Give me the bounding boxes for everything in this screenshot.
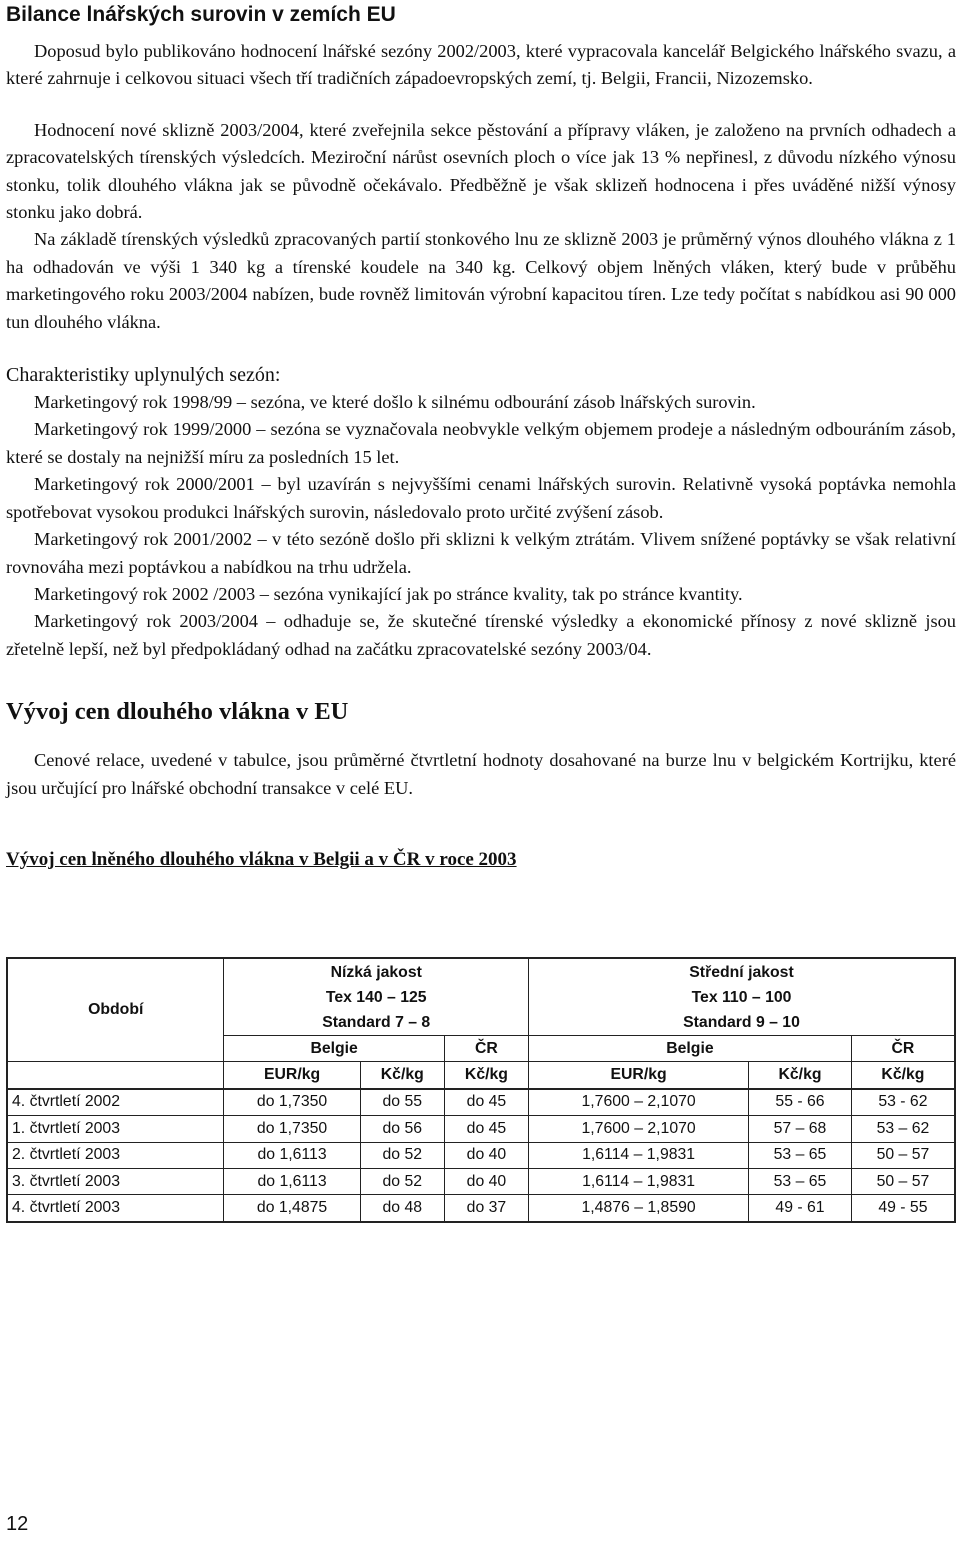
seasons-subheading: Charakteristiky uplynulých sezón: (6, 364, 281, 387)
price-cell: do 52 (360, 1168, 444, 1194)
period-cell: 2. čtvrtletí 2003 (7, 1142, 224, 1168)
season-item: Marketingový rok 2000/2001 – byl uzavírán s nejvyššími cenami lnářských surovin. Relativně vysoká poptávka nemohla spotřebovat vysokou produkci lnářských surovin, následovalo proto určité zvýšení zásob. (6, 474, 956, 522)
mid-quality-header: Střední jakost Tex 110 – 100 Standard 9 – 10 (529, 958, 956, 1036)
document-page (6, 0, 956, 872)
price-cell: do 45 (444, 1089, 528, 1116)
price-cell: do 1,6113 (224, 1142, 360, 1168)
price-cell: 53 – 62 (851, 1116, 955, 1142)
low-quality-header: Nízká jakost Tex 140 – 125 Standard 7 – 8 (224, 958, 529, 1036)
price-cell: do 1,7350 (224, 1116, 360, 1142)
region-belgie: Belgie (224, 1036, 444, 1062)
region-cr: ČR (444, 1036, 528, 1062)
price-cell: do 40 (444, 1142, 528, 1168)
price-cell: do 55 (360, 1089, 444, 1116)
price-paragraph: Cenové relace, uvedené v tabulce, jsou průměrné čtvrtletní hodnoty dosahované na burze lnu v belgickém Kortrijku, které jsou určující pro lnářské obchodní transakce v celé EU. (6, 750, 956, 798)
price-cell: 53 - 62 (851, 1089, 955, 1116)
price-cell: 50 – 57 (851, 1142, 955, 1168)
page-title: Bilance lnářských surovin v zemích EU (6, 3, 396, 26)
unit-cell: Kč/kg (444, 1062, 528, 1089)
price-cell: do 1,4875 (224, 1195, 360, 1222)
yield-paragraph: Na základě tírenských výsledků zpracovaných partií stonkového lnu ze sklizně 2003 je průměrný výnos dlouhého vlákna z 1 ha odhadován ve výši 1 340 kg a tírenské koudele na 340 kg. Celkový objem lněných vláken, který bude v průběhu marketingového roku 2003/2004 nabízen, bude rovněž limitován výrobní kapacitou tíren. Lze tedy počítat s nabídkou asi 90 000 tun dlouhého vlákna. (6, 229, 956, 332)
price-cell: 55 - 66 (749, 1089, 852, 1116)
season-item: Marketingový rok 2003/2004 – odhaduje se, že skutečné tírenské výsledky a ekonomické přínosy z nové sklizně jsou zřetelně lepší, než byl předpokládaný odhad na začátku zpracovatelské sezóny 2003/04. (6, 611, 956, 659)
price-table (6, 957, 956, 1223)
price-cell: 1,7600 – 2,1070 (529, 1089, 749, 1116)
intro-paragraph: Doposud bylo publikováno hodnocení lnářské sezóny 2002/2003, které vypracovala kancelář Belgického lnářského svazu, a které zahrnuje i celkovou situaci všech tří tradičních západoevropských zemí, tj. Belgii, Francii, Nizozemsko. (6, 41, 956, 89)
price-cell: do 48 (360, 1195, 444, 1222)
price-cell: 1,4876 – 1,8590 (529, 1195, 749, 1222)
unit-spacer (7, 1062, 224, 1089)
table-caption: Vývoj cen lněného dlouhého vlákna v Belgii a v ČR v roce 2003 (6, 848, 517, 870)
price-cell: 57 – 68 (749, 1116, 852, 1142)
unit-cell: EUR/kg (529, 1062, 749, 1089)
price-cell: 53 – 65 (749, 1142, 852, 1168)
price-cell: 1,7600 – 2,1070 (529, 1116, 749, 1142)
unit-cell: Kč/kg (749, 1062, 852, 1089)
price-cell: 1,6114 – 1,9831 (529, 1142, 749, 1168)
price-cell: do 45 (444, 1116, 528, 1142)
harvest-paragraph: Hodnocení nové sklizně 2003/2004, které zveřejnila sekce pěstování a přípravy vláken, je založeno na prvních odhadech a zpracovatelských tírenských výsledcích. Meziroční nárůst osevních ploch o více jak 13 % nepřinesl, z důvodu nízkého výnosu stonku, tolik dlouhého vlákna jak se původně očekávalo. Předběžně je však sklizeň hodnocena i přes uváděné nižší výnosy stonku jako dobrá. (6, 119, 956, 223)
period-cell: 1. čtvrtletí 2003 (7, 1116, 224, 1142)
period-cell: 3. čtvrtletí 2003 (7, 1168, 224, 1194)
page-number: 12 (6, 1513, 29, 1535)
section-heading: Vývoj cen dlouhého vlákna v EU (6, 698, 349, 726)
price-cell: 49 - 55 (851, 1195, 955, 1222)
unit-cell: Kč/kg (851, 1062, 955, 1089)
table-row (7, 1089, 955, 1116)
region-belgie: Belgie (529, 1036, 852, 1062)
table-row (7, 1142, 955, 1168)
unit-cell: EUR/kg (224, 1062, 360, 1089)
table-row (7, 1168, 955, 1194)
table-row (7, 1195, 955, 1222)
price-cell: do 56 (360, 1116, 444, 1142)
season-item: Marketingový rok 1999/2000 – sezóna se vyznačovala neobvykle velkým objemem prodeje a následným odbouráním zásob, které se dostaly na nejnižší míru za posledních 15 let. (6, 419, 956, 467)
price-cell: 1,6114 – 1,9831 (529, 1168, 749, 1194)
period-cell: 4. čtvrtletí 2002 (7, 1089, 224, 1116)
period-cell: 4. čtvrtletí 2003 (7, 1195, 224, 1222)
price-cell: do 37 (444, 1195, 528, 1222)
table-body (7, 1089, 955, 1222)
price-cell: do 1,7350 (224, 1089, 360, 1116)
price-cell: do 1,6113 (224, 1168, 360, 1194)
price-cell: 53 – 65 (749, 1168, 852, 1194)
price-cell: 50 – 57 (851, 1168, 955, 1194)
price-cell: 49 - 61 (749, 1195, 852, 1222)
season-item: Marketingový rok 1998/99 – sezóna, ve které došlo k silnému odbourání zásob lnářských surovin. (34, 392, 756, 413)
season-item: Marketingový rok 2002 /2003 – sezóna vynikající jak po stránce kvality, tak po stránce kvantity. (34, 583, 743, 604)
season-item: Marketingový rok 2001/2002 – v této sezóně došlo při sklizni k velkým ztrátám. Vlivem snížené poptávky se však relativní rovnováha mezi poptávkou a nabídkou na trhu udržela. (6, 529, 956, 577)
price-cell: do 40 (444, 1168, 528, 1194)
price-cell: do 52 (360, 1142, 444, 1168)
region-cr: ČR (851, 1036, 955, 1062)
table-row (7, 1116, 955, 1142)
unit-cell: Kč/kg (360, 1062, 444, 1089)
period-header: Období (7, 958, 224, 1062)
